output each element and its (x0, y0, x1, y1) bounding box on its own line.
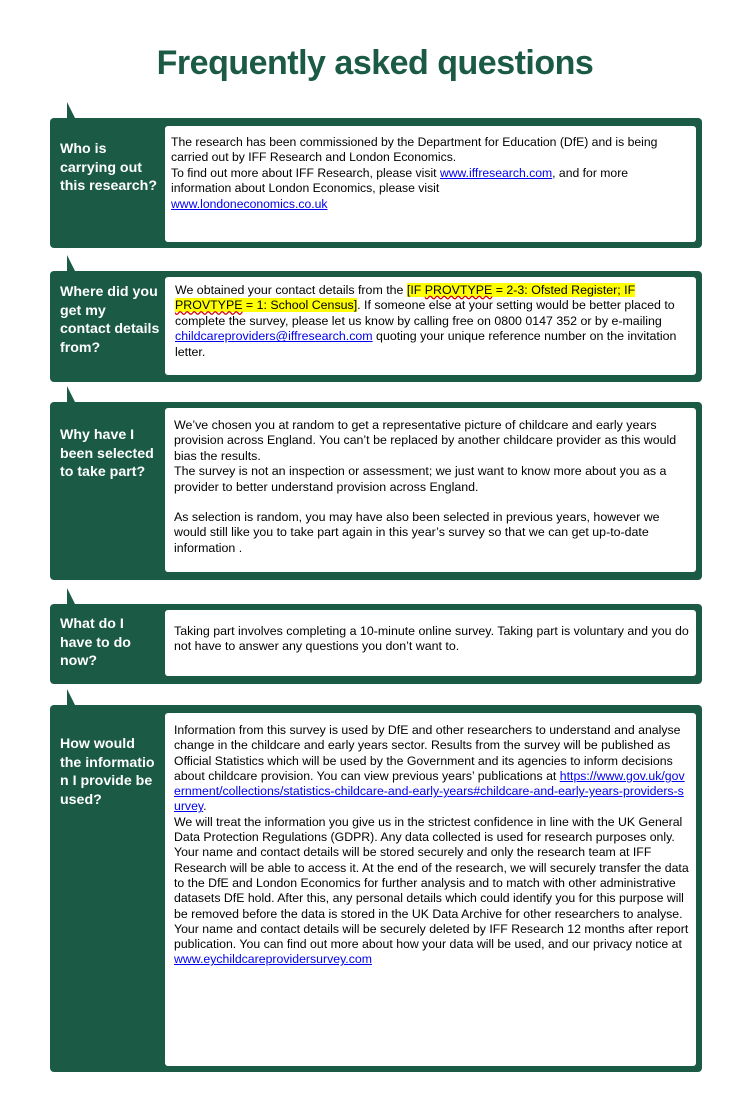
answer-text: We will treat the information you give us in the strictest confidence in line with the UK General Data Protection Regulations (GDPR). Any data collected is used for research purposes only. Your name and contact details will be stored securely and only the research team at IFF Research will be able to access it. At the end of the research, we will securely transfer the data to the DfE and London Economics for further analysis and to match with other administrative datasets DfE hold. After this, any personal details which could identify you for this purpose will be removed before the data is stored in the UK Data Archive for other researchers to analyse. Your name and contact details will be securely deleted by IFF Research 12 months after report publication. You can find out more about how your data will be used, and our privacy notice at (174, 814, 689, 952)
speech-tail (67, 689, 89, 705)
faq-question: What do I have to do now? (60, 616, 131, 669)
faq-answer (165, 713, 696, 1066)
answer-paragraph: The research has been commissioned by the Department for Education (DfE) and is being carried out by IFF Research and London Economics. (171, 135, 658, 165)
answer-text: , and for more information about London Economics, please visit (171, 165, 629, 196)
answer-paragraph: As selection is random, you may have also been selected in previous years, however we would still like you to take part again in this year’s survey so that we can get up-to-date information . (174, 510, 660, 555)
answer-paragraph (171, 166, 690, 212)
faq-question: Where did you get my contact details from? (60, 284, 160, 356)
placeholder-text: PROVTYPE (424, 283, 493, 297)
gov-uk-link[interactable]: https://www.gov.uk/government/collections/statistics-childcare-and-early-years#childcare-and-early-years-providers-survey (174, 768, 685, 814)
answer-paragraph (174, 723, 690, 815)
page-title: Frequently asked questions (156, 44, 594, 82)
faq-item-where (50, 271, 702, 382)
answer-text: . If someone else at your setting would be better placed to complete the survey, please let us know by calling free on 0800 0147 352 or by e-mailing (175, 298, 675, 328)
faq-item-how (50, 705, 702, 1072)
answer-paragraph: Taking part involves completing a 10-minute online survey. Taking part is voluntary and you do not have to answer any questions you don’t want to. (174, 624, 689, 654)
faq-item-what (50, 604, 702, 684)
answer-text: Information from this survey is used by DfE and other researchers to understand and analyse change in the childcare and early years sector. Results from the survey will be published as Official Statistics which will be used by the Government and its agencies to inform decisions about childcare provision. You can view previous years’ publications at (174, 723, 681, 783)
answer-text: . (203, 799, 207, 814)
iffresearch-link[interactable]: www.iffresearch.com (439, 165, 553, 180)
placeholder-text: = 1: School Census] (242, 298, 358, 313)
speech-tail (67, 102, 89, 118)
faq-answer (165, 408, 696, 572)
answer-paragraph (175, 283, 690, 360)
londoneconomics-link[interactable]: www.londoneconomics.co.uk (171, 196, 328, 211)
speech-tail (67, 588, 89, 604)
faq-answer (165, 126, 696, 242)
faq-answer (165, 610, 696, 676)
answer-text: We obtained your contact details from the (175, 283, 407, 297)
faq-question: Who is carrying out this research? (60, 141, 157, 194)
answer-paragraph: The survey is not an inspection or assessment; we just want to know more about you as a provider to better understand provision across England. (174, 464, 667, 494)
survey-website-link[interactable]: www.eychildcareprovidersurvey.com (174, 952, 372, 967)
answer-text: quoting your unique reference number on the invitation letter. (175, 329, 677, 359)
answer-paragraph: We’ve chosen you at random to get a representative picture of childcare and early years provision across England. You can’t be replaced by another childcare provider as this would bias the results. (174, 418, 677, 463)
placeholder-text: = 2-3: Ofsted Register; IF (492, 283, 636, 297)
faq-item-why (50, 402, 702, 580)
placeholder-text: PROVTYPE (175, 298, 243, 313)
answer-paragraph (174, 815, 690, 968)
placeholder-text: [IF (406, 283, 425, 297)
answer-text: To find out more about IFF Research, please visit (171, 165, 440, 180)
faq-answer (165, 277, 696, 375)
speech-tail (67, 386, 89, 402)
email-link[interactable]: childcareproviders@iffresearch.com (175, 329, 373, 344)
faq-question: How would the informatio n I provide be used? (60, 736, 155, 808)
faq-item-who (50, 118, 702, 248)
speech-tail (67, 255, 89, 271)
faq-question: Why have I been selected to take part? (60, 427, 154, 480)
